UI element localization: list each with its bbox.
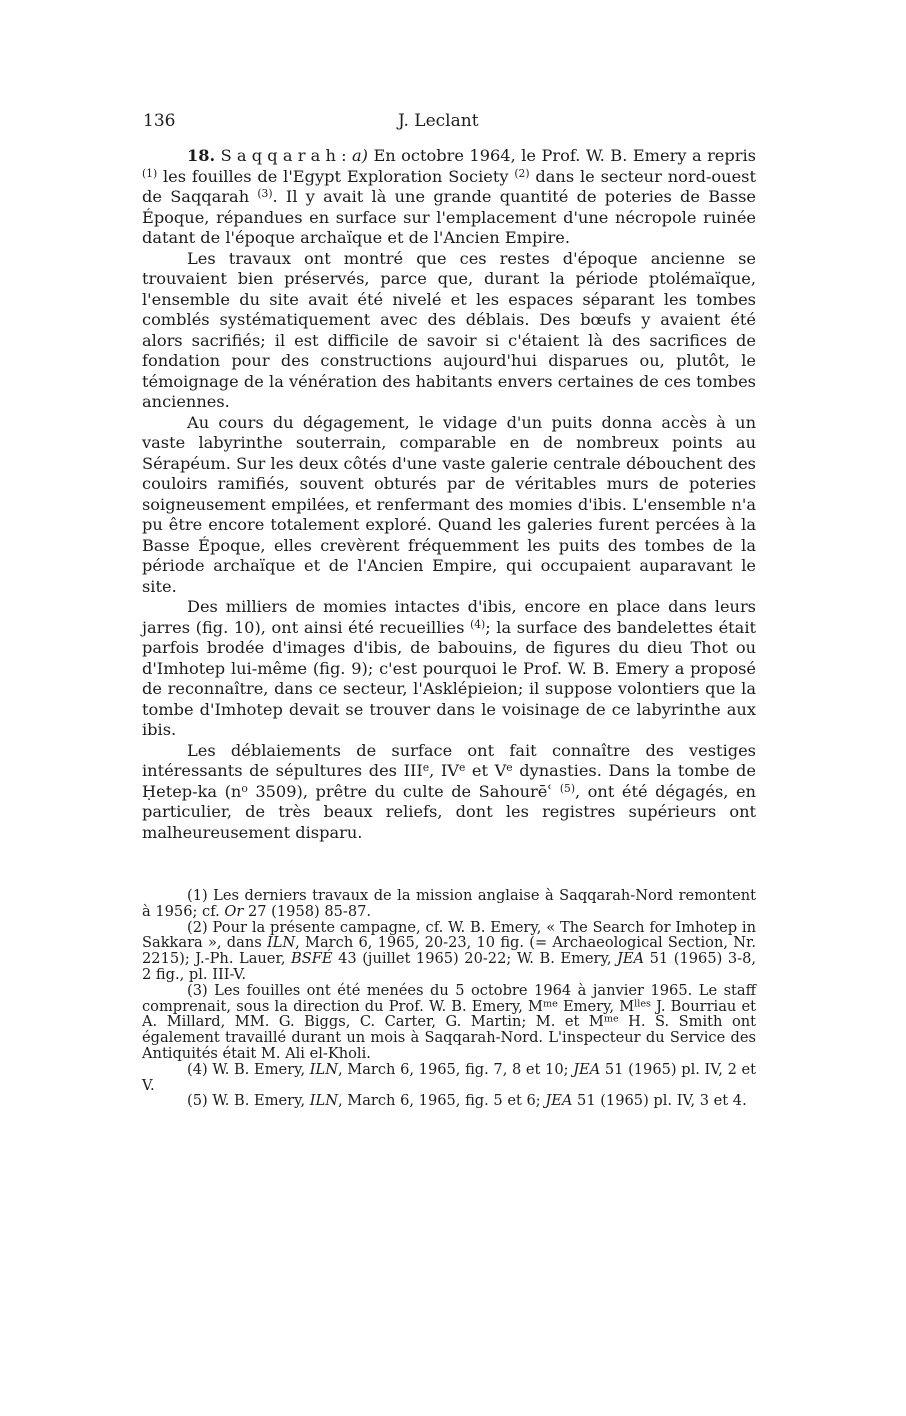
superscript: me [542, 998, 558, 1010]
text-span: Les déblaiements de surface ont fait connaître des vestiges intéressants de sépultures des III [142, 740, 756, 780]
footnotes [142, 888, 756, 1109]
journal-abbrev: Or [224, 902, 244, 920]
text-span: Emery, M [557, 997, 635, 1015]
body-text [142, 146, 756, 843]
text-span: dans le secteur nord-ouest de Saqqarah [142, 166, 756, 206]
subsection-letter: a) [352, 146, 368, 165]
text-span: et V [465, 761, 507, 780]
paragraph-1 [142, 146, 756, 249]
journal-abbrev: ILN [309, 1060, 338, 1078]
superscript: o [241, 781, 248, 795]
superscript: e [458, 761, 466, 775]
text-span: W. B. Emery, [207, 1092, 310, 1110]
note-ref-1[interactable]: (1) [142, 166, 158, 180]
footnote-mark: (4) [187, 1060, 208, 1078]
text-span: , March 6, 1965, fig. 7, 8 et 10; [337, 1060, 574, 1078]
paragraph-4 [142, 597, 756, 741]
running-head: J. Leclant [398, 111, 479, 131]
text-span: Les derniers travaux de la mission anglaise à Saqqarah-Nord remontent à 1956; cf. [142, 887, 756, 920]
section-number: 18. [187, 146, 216, 165]
text-span: J. Bourriau et A. Millard, MM. G. Biggs, C. Carter, G. Martin; M. et M [142, 997, 756, 1031]
footnote-1 [142, 888, 756, 920]
footnote-5 [142, 1093, 756, 1109]
text-span: , ont été dégagés, en particulier, de très beaux reliefs, dont les registres supérieurs ont malheureusement disparu. [142, 781, 756, 842]
text-span: 43 (juillet 1965) 20-22; W. B. Emery, [332, 950, 618, 968]
footnote-4 [142, 1062, 756, 1094]
text-span: ; la surface des bandelettes était parfois brodée d'images d'ibis, de babouins, de figures du dieu Thot ou d'Imhotep lui-même (fig. 9); c'est pourquoi le Prof. W. B. Emery a proposé de reconnaître, dans ce secteur, l'Asklépieion; il suppose volontiers que la tombe d'Imhotep devait se trouver dans le voisinage de ce labyrinthe aux ibis. [142, 617, 756, 739]
note-ref-2[interactable]: (2) [514, 166, 530, 180]
footnote-3 [142, 983, 756, 1062]
note-ref-5[interactable]: (5) [559, 781, 575, 795]
text-span: , IV [429, 761, 459, 780]
text-span: , March 6, 1965, 20-23, 10 fig. (= Archaeological Section, Nr. 2215); J.-Ph. Lauer, [142, 934, 757, 968]
text-span: En octobre 1964, le Prof. W. B. Emery a repris [367, 146, 756, 165]
journal-abbrev: JEA [617, 950, 645, 968]
text-span: Pour la présente campagne, cf. W. B. Emery, « The Search for Imhotep in Sakkara », dans [142, 918, 756, 952]
text-span: 27 (1958) 85-87. [243, 902, 372, 920]
text-span: dynasties. Dans la tombe de Ḥetep-ka (n [142, 761, 756, 801]
text-span: : [341, 146, 352, 165]
text-span: . Il y avait là une grande quantité de poteries de Basse Époque, répandues en surface sur l'emplacement d'une nécropole ruinée datant de l'époque archaïque et de l'Ancien Empire. [142, 187, 756, 247]
paragraph-5 [142, 741, 756, 844]
journal-abbrev: JEA [573, 1060, 601, 1078]
note-ref-4[interactable]: (4) [470, 617, 486, 631]
journal-abbrev: ILN [309, 1092, 338, 1110]
journal-abbrev: JEA [545, 1092, 573, 1110]
footnote-mark: (5) [187, 1092, 208, 1110]
footnote-mark: (2) [187, 918, 208, 936]
footnote-2 [142, 920, 756, 983]
text-span: , March 6, 1965, fig. 5 et 6; [337, 1092, 546, 1110]
text-span: 3509), prêtre du culte de Sahourēʿ [247, 781, 560, 801]
footnote-mark: (1) [187, 887, 208, 904]
paragraph-2: Les travaux ont montré que ces restes d'époque ancienne se trouvaient bien préservés, parce que, durant la période ptolémaïque, l'ensemble du site avait été nivelé et les espaces séparant les tombes comblés systématiquement avec des déblais. Des bœufs y avaient été alors sacrifiés; il est difficile de savoir si c'étaient là des sacrifices de fondation pour des constructions aujourd'hui disparues ou, plutôt, le témoignage de la vénération des habitants envers certaines de ces tombes anciennes. [142, 248, 756, 411]
paragraph-3: Au cours du dégagement, le vidage d'un puits donna accès à un vaste labyrinthe souterrain, comparable en de nombreux points au Sérapéum. Sur les deux côtés d'une vaste galerie centrale débouchent des couloirs ramifiés, souvent obturés par de véritables murs de poteries soigneusement empilées, et renfermant des momies d'ibis. L'ensemble n'a pu être encore totalement exploré. Quand les galeries furent percées à la Basse Époque, elles crevèrent fréquemment les puits des tombes de la période archaïque et de l'Ancien Empire, qui occupaient auparavant le site. [142, 412, 756, 596]
superscript: e [506, 761, 513, 775]
text-span: 51 (1965) pl. IV, 2 et V. [142, 1060, 756, 1094]
note-ref-3[interactable]: (3) [257, 187, 273, 201]
journal-abbrev: BSFÉ [291, 950, 333, 968]
superscript: e [422, 761, 430, 775]
text-span: Les fouilles ont été menées du 5 octobre 1964 à janvier 1965. Le staff comprenait, sous la direction du Prof. W. B. Emery, M [142, 981, 756, 1015]
text-span: les fouilles de l'Egypt Exploration Society [157, 166, 515, 186]
journal-abbrev: ILN [266, 934, 296, 952]
text-span: W. B. Emery, [207, 1060, 310, 1078]
text-span: 51 (1965) 3-8, 2 fig., pl. III-V. [142, 950, 756, 983]
superscript: me [603, 1014, 619, 1026]
site-name: Saqqarah [220, 146, 342, 165]
text-span: 51 (1965) pl. IV, 3 et 4. [572, 1092, 747, 1110]
text-span: H. S. Smith ont également travaillé durant un mois à Saqqarah-Nord. L'inspecteur du Service des Antiquités était M. Ali el-Kholi. [142, 1013, 756, 1062]
superscript: lles [634, 998, 651, 1010]
text-span: Des milliers de momies intactes d'ibis, encore en place dans leurs jarres (fig. 10), ont ainsi été recueillies [142, 597, 756, 637]
page-number: 136 [143, 111, 176, 131]
footnote-mark: (3) [187, 981, 208, 999]
